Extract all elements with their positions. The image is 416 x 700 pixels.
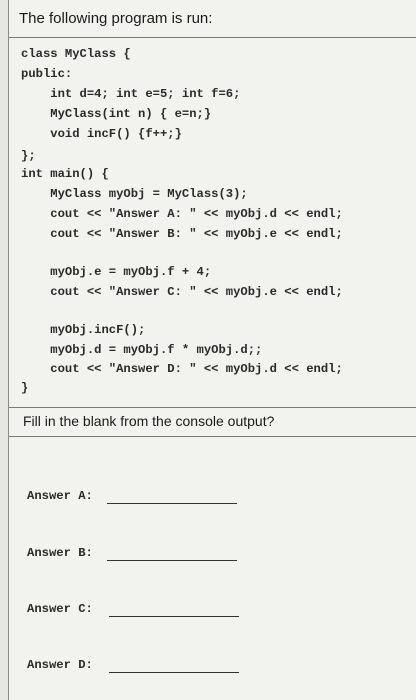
code-line: int main() { [21,167,109,181]
code-block [9,37,416,408]
code-line: class MyClass { [21,47,131,61]
code-listing [9,37,416,395]
code-line: cout << "Answer C: " << myObj.e << endl; [21,285,343,299]
code-line: cout << "Answer D: " << myObj.d << endl; [21,362,343,376]
code-line: myObj.incF(); [21,323,146,337]
code-line: } [21,381,29,395]
title-row [9,0,416,38]
code-line: myObj.d = myObj.f * myObj.d;; [21,343,263,357]
code-line: }; [21,149,36,163]
question-prompt: Fill in the blank from the console output? [23,413,275,429]
answer-a-label: Answer A: [27,489,93,503]
answer-b-label: Answer B: [27,546,93,560]
answer-d-blank[interactable] [109,672,239,673]
code-line: cout << "Answer B: " << myObj.e << endl; [21,227,343,241]
code-line: myObj.e = myObj.f + 4; [21,265,212,279]
code-line: MyClass(int n) { e=n;} [21,107,212,121]
answer-d-label: Answer D: [27,658,93,672]
answer-a-row [9,485,416,509]
code-line: void incF() {f++;} [21,127,182,141]
question-sheet [8,0,416,700]
question-title: The following program is run: [19,10,213,27]
answer-b-row [9,542,416,566]
code-line: public: [21,67,73,81]
answer-b-blank[interactable] [107,560,237,561]
answer-a-blank[interactable] [107,503,237,504]
code-line: int d=4; int e=5; int f=6; [21,87,241,101]
answer-d-row [9,654,416,678]
answer-c-row [9,598,416,622]
code-line: MyClass myObj = MyClass(3); [21,187,248,201]
code-line: cout << "Answer A: " << myObj.d << endl; [21,207,343,221]
question-row [9,407,416,437]
answer-c-label: Answer C: [27,602,93,616]
answer-c-blank[interactable] [109,616,239,617]
